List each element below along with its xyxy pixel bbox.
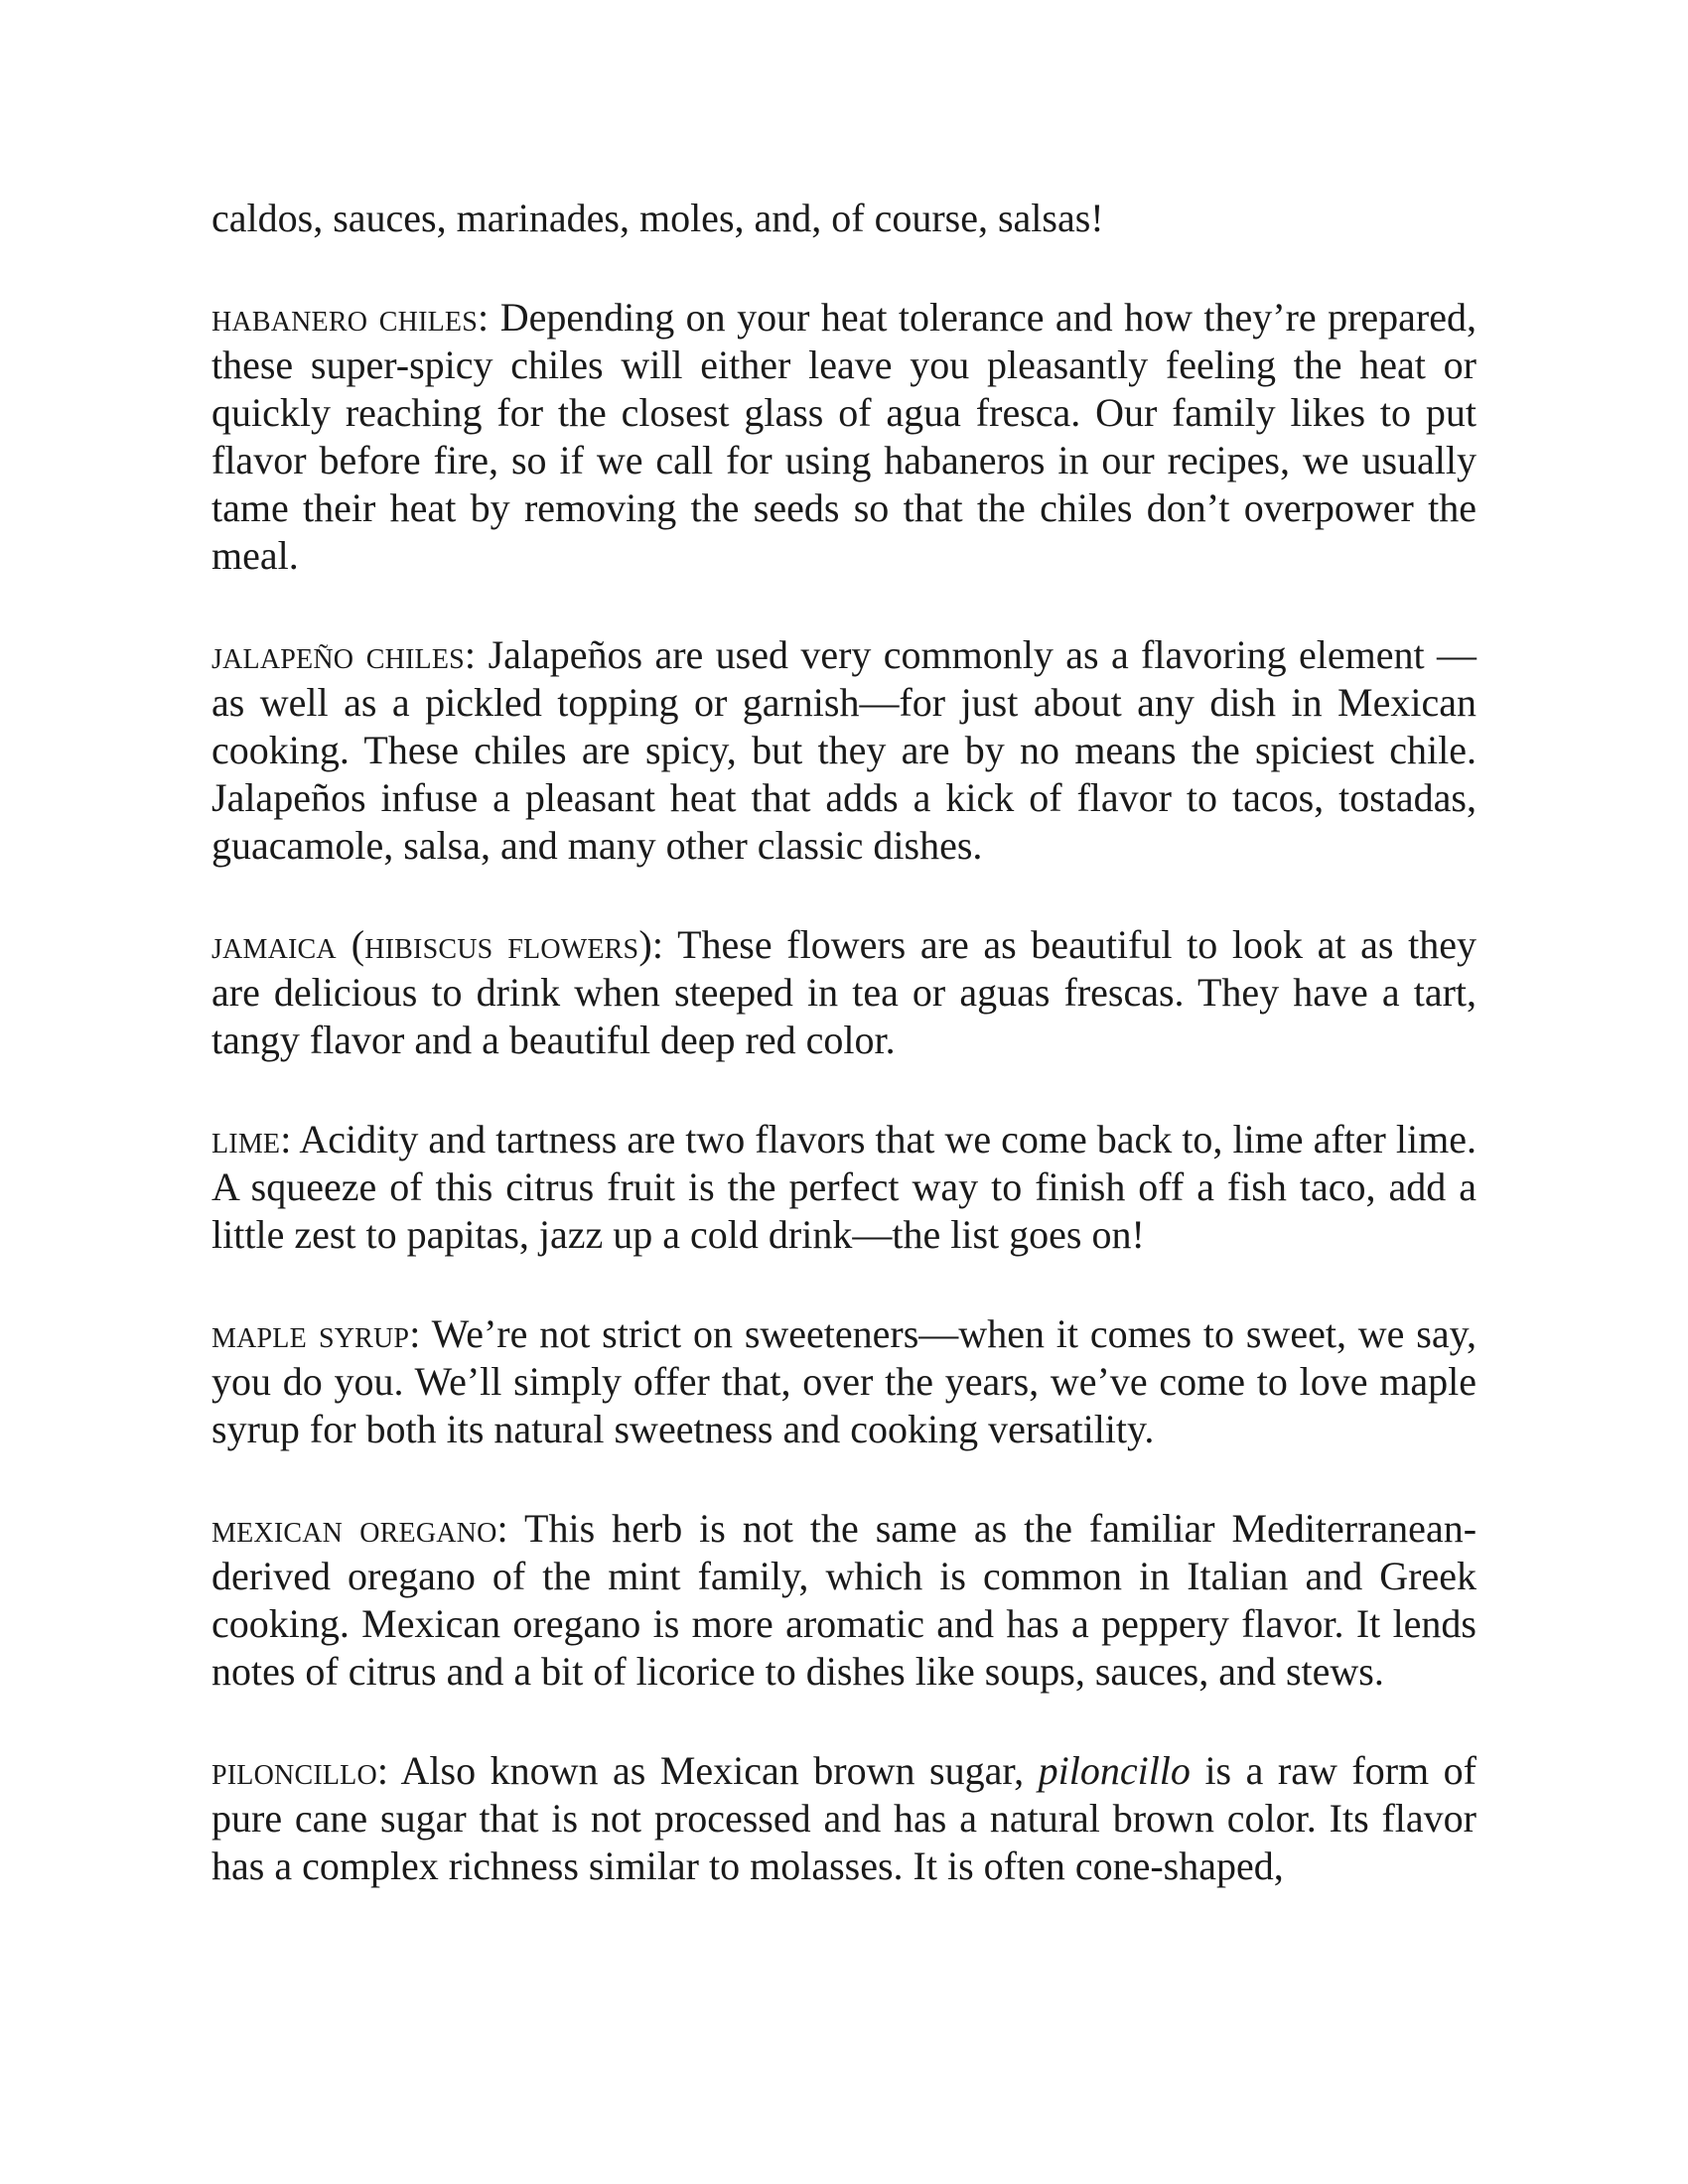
entry-text: Jalapeños are used very commonly as a flavoring element —as well as a pickled topping or garnish—for just about any dish in Mexican cooking. These chiles are spicy, but they are by no means the spiciest chile. Jalapeños infuse a pleasant heat that adds a kick of flavor to tacos, tostadas, guacamole, salsa, and many other classic dishes. [211,632,1477,868]
entry-term: piloncillo: [211,1748,389,1793]
entry-term: maple syrup: [211,1311,421,1356]
entry-piloncillo [211,1747,1477,1890]
entry-lime [211,1116,1477,1259]
entry-jamaica [211,921,1477,1064]
entry-text: This herb is not the same as the familiar Mediterranean-derived oregano of the mint family, which is common in Italian and Greek cooking. Mexican oregano is more aromatic and has a peppery flavor. It lends notes of citrus and a bit of licorice to dishes like soups, sauces, and stews. [211,1506,1477,1694]
entry-term: jalapeño chiles: [211,632,477,677]
continuation-paragraph: caldos, sauces, marinades, moles, and, of course, salsas! [211,196,1104,240]
entry-italic-term: piloncillo [1038,1748,1191,1793]
entry-term: lime: [211,1117,292,1161]
entry-text-after: is a raw form of pure cane sugar that is not processed and has a natural brown color. Its flavor has a complex richness similar to molasses. It is often cone-shaped, [211,1748,1477,1888]
entry-text: These flowers are as beautiful to look at as they are delicious to drink when steeped in tea or aguas frescas. They have a tart, tangy flavor and a beautiful deep red color. [211,922,1477,1062]
entry-maple-syrup [211,1310,1477,1453]
entry-mexican-oregano [211,1505,1477,1696]
page-body [211,195,1477,1942]
entry-habanero-chiles [211,294,1477,580]
entry-term: jamaica (hibiscus flowers): [211,922,664,967]
entry-text: We’re not strict on sweeteners—when it comes to sweet, we say, you do you. We’ll simply offer that, over the years, we’ve come to love maple syrup for both its natural sweetness and cooking versatility. [211,1311,1477,1451]
entry-term: habanero chiles: [211,295,490,340]
entry-term: mexican oregano: [211,1506,508,1551]
entry-jalapeno-chiles [211,631,1477,870]
entry-text: Acidity and tartness are two flavors that we come back to, lime after lime. A squeeze of this citrus fruit is the perfect way to finish off a fish taco, add a little zest to papitas, jazz up a cold drink—the list goes on! [211,1117,1477,1257]
entry-text-before: Also known as Mexican brown sugar, [388,1748,1039,1793]
entry-text: Depending on your heat tolerance and how they’re prepared, these super-spicy chiles will either leave you pleasantly feeling the heat or quickly reaching for the closest glass of agua fresca. Our family likes to put flavor before fire, so if we call for using habaneros in our recipes, we usually tame their heat by removing the seeds so that the chiles don’t overpower the meal. [211,295,1477,578]
